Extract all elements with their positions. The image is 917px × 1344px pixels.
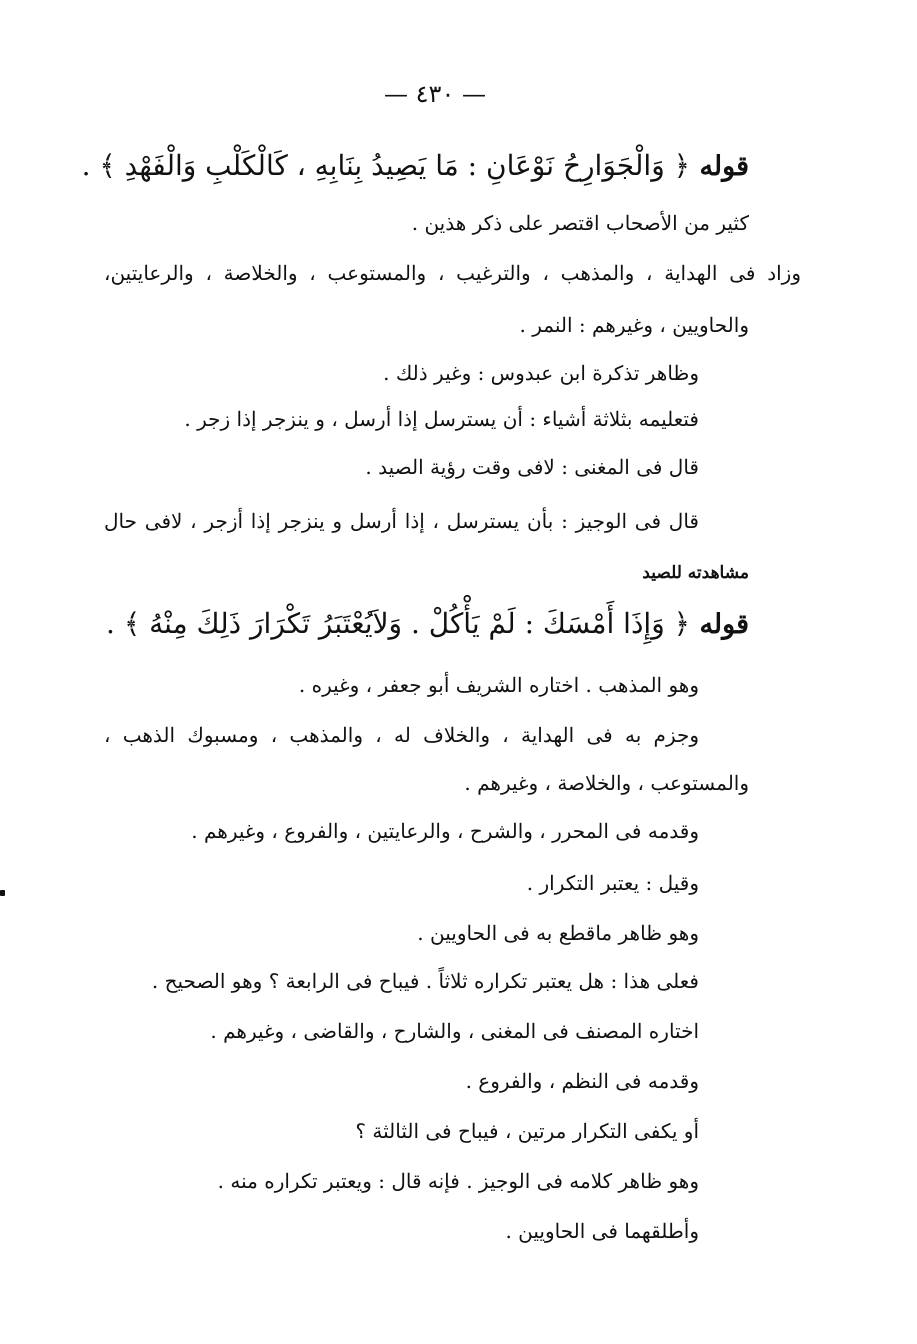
heading-text-2: ﴿ وَإِذَا أَمْسَكَ : لَمْ يَأْكُلْ . وَلاَيُعْتَبَرُ تَكْرَارَ ذَلِكَ مِنْهُ ﴾ . xyxy=(106,607,691,640)
text-line: وهو المذهب . اختاره الشريف أبو جعفر ، وغيره . xyxy=(298,673,699,697)
heading-quote-1 xyxy=(81,146,749,187)
text-line: وجزم به فى الهداية ، والخلاف له ، والمذهب ، ومسبوك الذهب ، xyxy=(104,723,699,747)
text-line: وهو ظاهر ماقطع به فى الحاويين . xyxy=(417,921,699,945)
text-line: والحاويين ، وغيرهم : النمر . xyxy=(519,313,749,337)
text-line: وظاهر تذكرة ابن عبدوس : وغير ذلك . xyxy=(383,361,699,385)
text-line: كثير من الأصحاب اقتصر على ذكر هذين . xyxy=(411,211,749,235)
text-line: والمستوعب ، والخلاصة ، وغيرهم . xyxy=(464,771,749,795)
heading-lead-1: قوله xyxy=(699,151,749,182)
heading-lead-2: قوله xyxy=(699,609,749,640)
heading-quote-2 xyxy=(106,604,749,645)
text-line: وأطلقهما فى الحاويين . xyxy=(505,1219,699,1243)
heading-text-1: ﴿ وَالْجَوَارِحُ نَوْعَانِ : مَا يَصِيدُ بِنَابِهِ ، كَالْكَلْبِ وَالْفَهْدِ ﴾ . xyxy=(81,149,691,182)
text-line: اختاره المصنف فى المغنى ، والشارح ، والقاضى ، وغيرهم . xyxy=(210,1019,699,1043)
text-line: فتعليمه بثلاثة أشياء : أن يسترسل إذا أرسل ، و ينزجر إذا زجر . xyxy=(184,407,699,431)
text-line: وقدمه فى المحرر ، والشرح ، والرعايتين ، والفروع ، وغيرهم . xyxy=(191,819,699,843)
page-number: — ٤٣٠ — xyxy=(384,80,486,108)
text-line: قال فى المغنى : لافى وقت رؤية الصيد . xyxy=(365,455,699,479)
text-line: وهو ظاهر كلامه فى الوجيز . فإنه قال : ويعتبر تكراره منه . xyxy=(217,1169,699,1193)
text-line: وقيل : يعتبر التكرار . xyxy=(526,871,699,895)
text-line: فعلى هذا : هل يعتبر تكراره ثلاثاً . فيباح فى الرابعة ؟ وهو الصحيح . xyxy=(151,969,699,993)
text-line: وزاد فى الهداية ، والمذهب ، والترغيب ، والمستوعب ، والخلاصة ، والرعايتين، xyxy=(104,261,801,285)
text-line: أو يكفى التكرار مرتين ، فيباح فى الثالثة ؟ xyxy=(355,1119,699,1143)
text-line: قال فى الوجيز : بأن يسترسل ، إذا أرسل و ينزجر إذا أزجر ، لافى حال xyxy=(104,509,699,533)
text-line: وقدمه فى النظم ، والفروع . xyxy=(465,1069,699,1093)
text-line: مشاهدته للصيد xyxy=(642,563,749,583)
margin-mark xyxy=(0,890,5,896)
